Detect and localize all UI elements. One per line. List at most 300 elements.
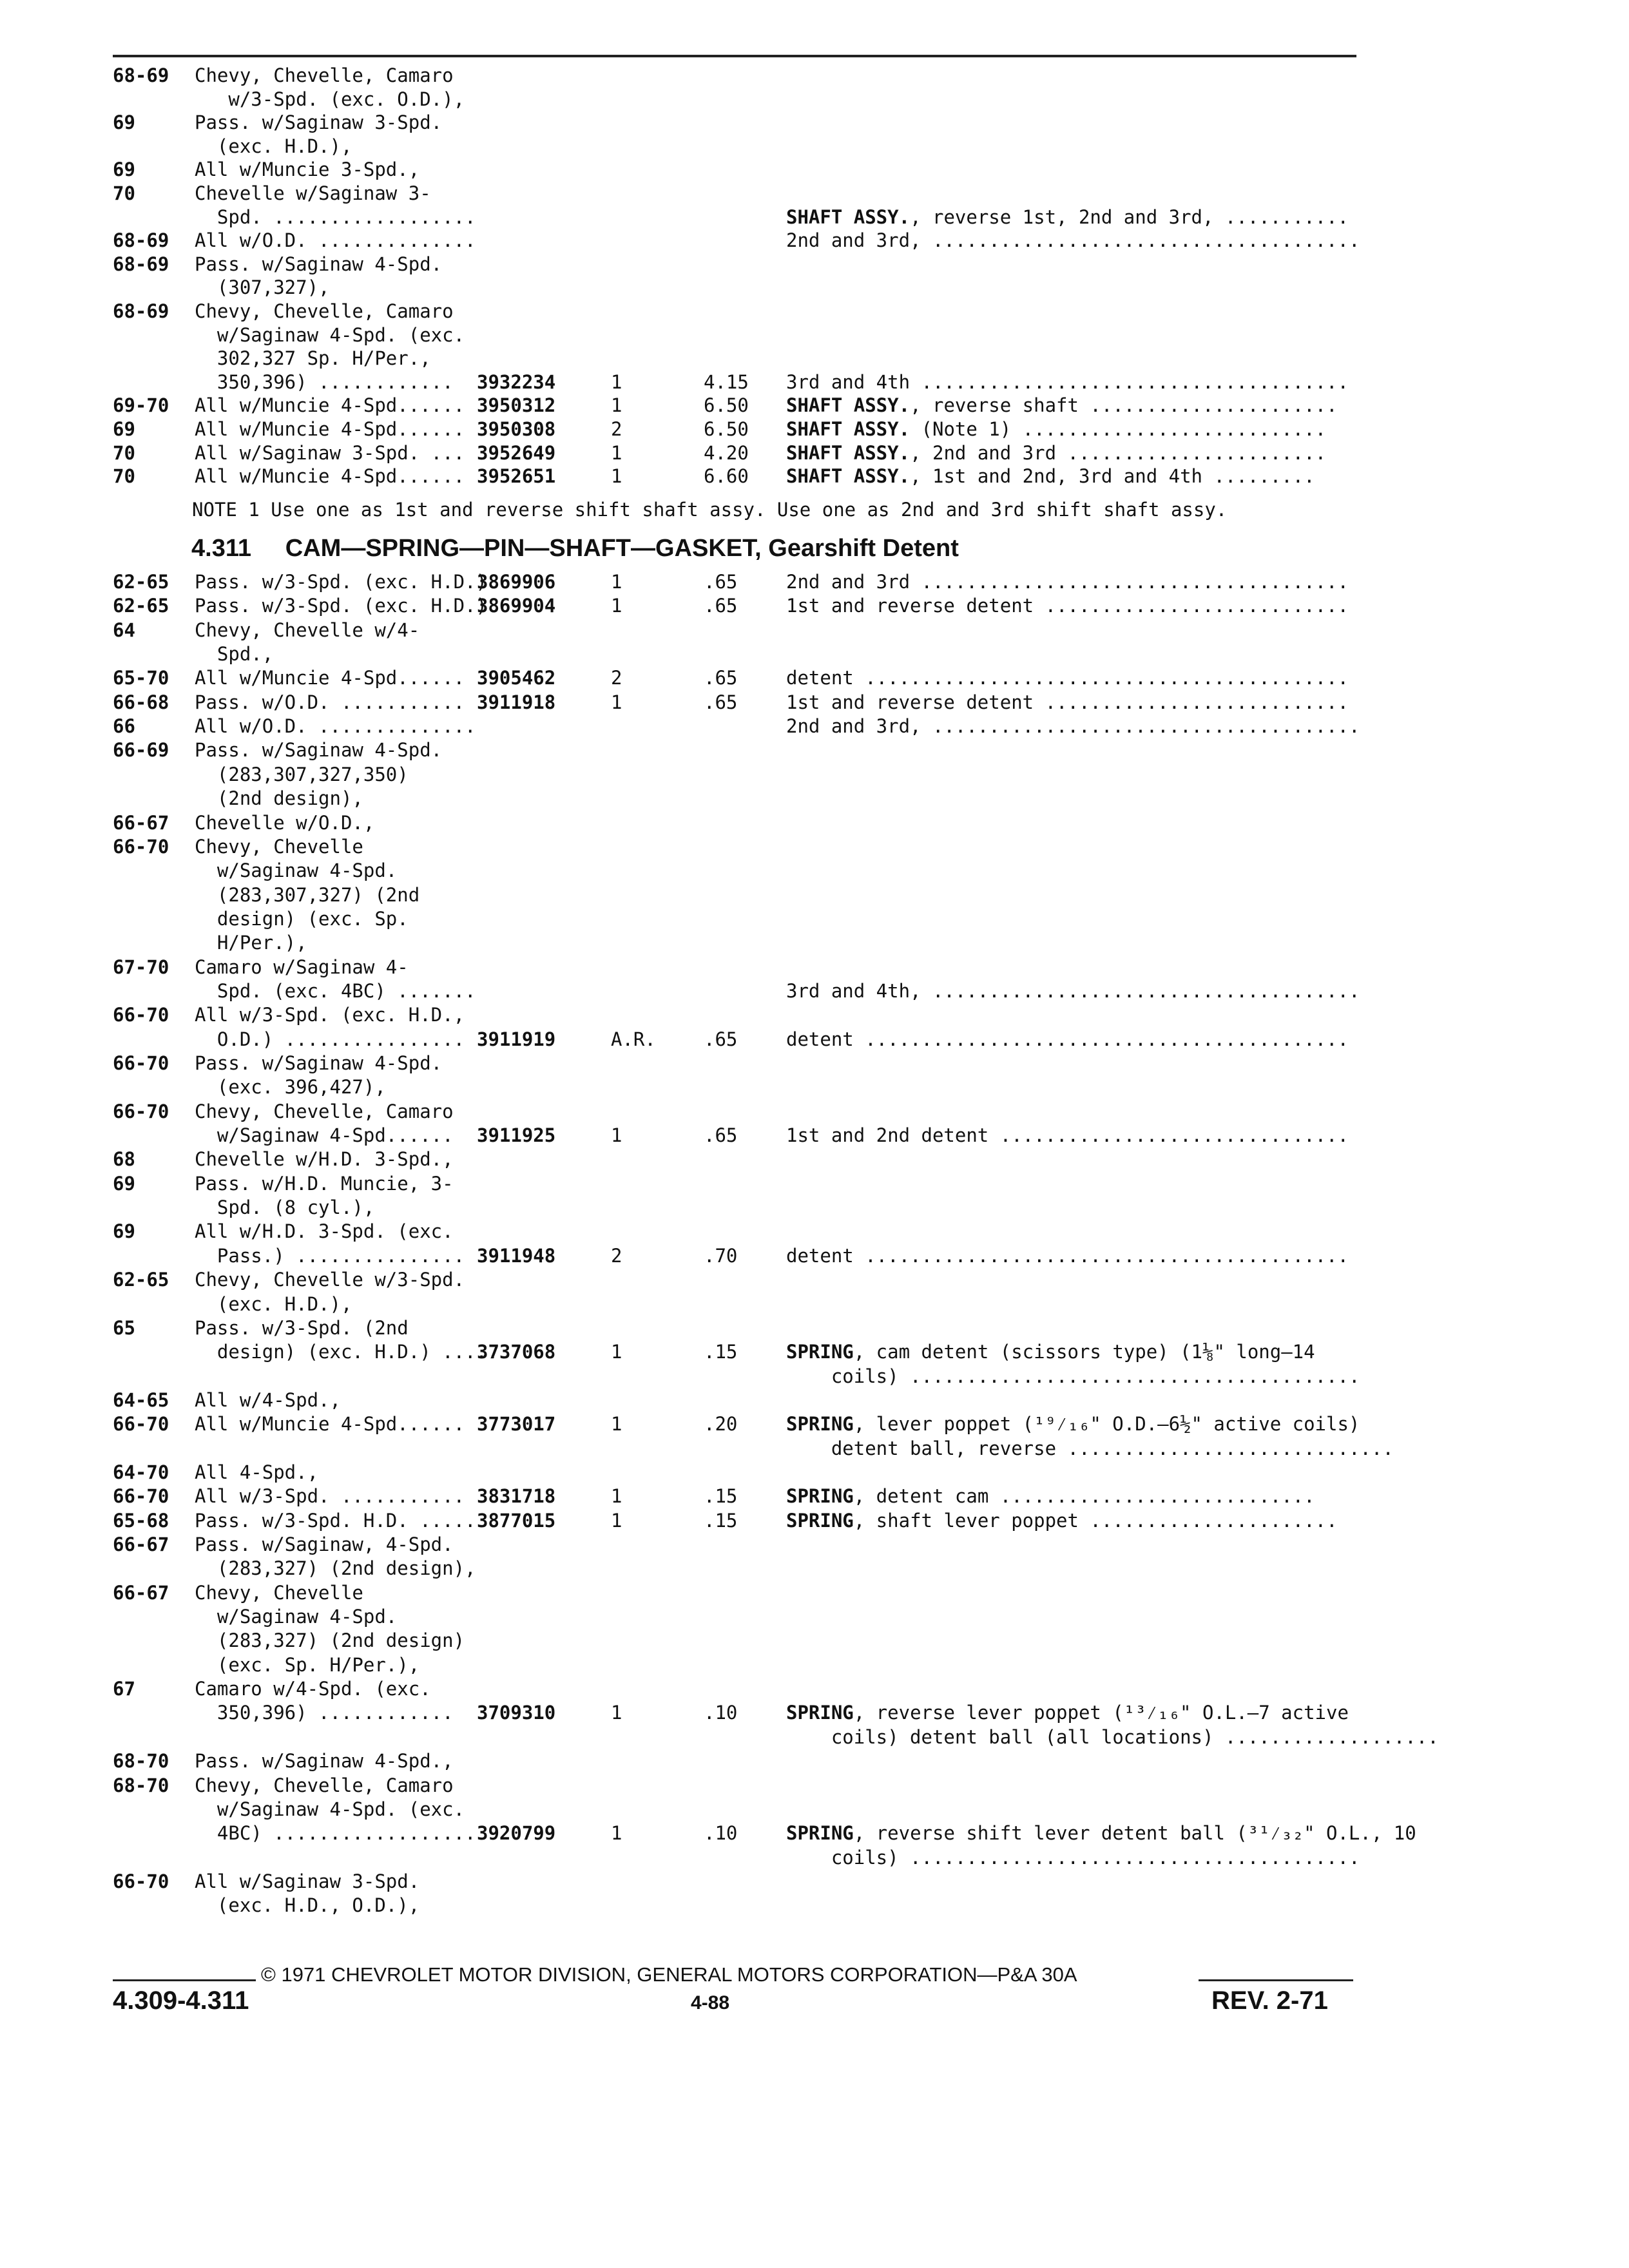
description-text: , shaft lever poppet ......................: [853, 1510, 1338, 1532]
cell-part: 3952651: [477, 465, 556, 487]
cell-qty: 1: [611, 595, 622, 617]
table-row: [0, 275, 1629, 300]
cell-description: [786, 393, 1338, 418]
cell-description: [786, 370, 1349, 394]
cell-description: [786, 570, 1349, 594]
cell-part: 3905462: [477, 667, 556, 689]
cell-year: 64-70: [113, 1461, 169, 1483]
table-row: [0, 157, 1629, 182]
cell-model: All w/Muncie 4-Spd......: [195, 1413, 465, 1435]
cell-price: 6.50: [704, 418, 749, 440]
cell-model: All w/Saginaw 3-Spd.: [195, 1870, 420, 1892]
table-row: [0, 323, 1629, 347]
cell-model: design) (exc. Sp.: [195, 908, 409, 930]
table-row: [0, 1075, 1629, 1099]
note-1: NOTE 1 Use one as 1st and reverse shift shaft assy. Use one as 2nd and 3rd shift shaft assy.: [192, 499, 1228, 521]
cell-year: 66-70: [113, 1004, 169, 1026]
cell-model: All w/O.D. ..............: [195, 229, 476, 251]
table-row: [0, 738, 1629, 762]
cell-year: 66-70: [113, 1413, 169, 1435]
cell-model: Pass. w/Saginaw 4-Spd.: [195, 253, 443, 275]
cell-model: Pass. w/Saginaw 3-Spd.: [195, 111, 443, 133]
description-keyword: SPRING: [786, 1702, 854, 1724]
cell-description: [786, 1845, 1360, 1870]
cell-part: 3773017: [477, 1413, 556, 1435]
table-row: [0, 1219, 1629, 1244]
cell-price: 6.50: [704, 394, 749, 416]
cell-model: All w/3-Spd. (exc. H.D.,: [195, 1004, 465, 1026]
cell-year: 66-70: [113, 1052, 169, 1074]
table-row: [0, 786, 1629, 811]
table-row: [0, 1797, 1629, 1821]
description-text: , detent cam ............................: [853, 1485, 1315, 1507]
description-text: 1st and 2nd detent ...............................: [786, 1124, 1349, 1146]
table-row: [0, 1412, 1629, 1436]
description-text: 2nd and 3rd, ......................................: [786, 229, 1360, 251]
cell-model: (exc. 396,427),: [195, 1076, 386, 1098]
cell-qty: 1: [611, 1510, 622, 1532]
cell-description: [786, 205, 1349, 229]
footer-rule-left: [113, 1979, 256, 1981]
cell-price: .65: [704, 595, 738, 617]
cell-description: [786, 690, 1349, 715]
table-row: [0, 1051, 1629, 1075]
cell-model: O.D.) ................: [195, 1028, 465, 1050]
cell-year: 64-65: [113, 1389, 169, 1411]
cell-part: 3869904: [477, 595, 556, 617]
footer-revision: REV. 2-71: [1211, 1986, 1328, 2015]
description-text: , reverse shift lever detent ball (³¹⁄₃₂" O.L., 10: [853, 1822, 1416, 1844]
cell-model: Pass. w/Saginaw 4-Spd.: [195, 739, 443, 761]
cell-year: 70: [113, 182, 135, 204]
table-row: [0, 1532, 1629, 1557]
cell-model: 350,396) ............: [195, 371, 454, 393]
table-row: [0, 883, 1629, 907]
table-row: [0, 811, 1629, 835]
cell-description: [786, 1821, 1416, 1845]
cell-qty: 1: [611, 1413, 622, 1435]
description-text: detent ball, reverse .............................: [786, 1437, 1394, 1459]
description-text: 2nd and 3rd, ......................................: [786, 715, 1360, 737]
cell-price: .65: [704, 667, 738, 689]
cell-description: [786, 1244, 1349, 1268]
table-row: [0, 63, 1629, 88]
cell-year: 66-70: [113, 1485, 169, 1507]
cell-year: 65-68: [113, 1510, 169, 1532]
cell-year: 69: [113, 418, 135, 440]
cell-price: .65: [704, 571, 738, 593]
cell-description: [786, 464, 1315, 488]
cell-year: 66-70: [113, 1100, 169, 1122]
table-row: [0, 393, 1629, 418]
cell-qty: 1: [611, 1485, 622, 1507]
description-text: 3rd and 4th ......................................: [786, 371, 1349, 393]
cell-model: (exc. Sp. H/Per.),: [195, 1654, 420, 1676]
cell-model: All w/H.D. 3-Spd. (exc.: [195, 1220, 454, 1242]
cell-description: [786, 1436, 1394, 1461]
cell-model: Spd. (exc. 4BC) .......: [195, 980, 476, 1002]
cell-model: Pass. w/3-Spd. (2nd: [195, 1317, 409, 1339]
cell-price: .15: [704, 1341, 738, 1363]
description-text: 3rd and 4th, ......................................: [786, 980, 1360, 1002]
cell-price: .65: [704, 691, 738, 713]
cell-price: .65: [704, 1028, 738, 1050]
cell-year: 68-69: [113, 300, 169, 322]
description-text: coils) ........................................: [786, 1365, 1360, 1387]
table-row: [0, 1027, 1629, 1052]
cell-part: 3911919: [477, 1028, 556, 1050]
cell-model: Chevy, Chevelle, Camaro: [195, 300, 454, 322]
cell-part: 3950312: [477, 394, 556, 416]
table-row: [0, 1821, 1629, 1845]
table-row: [0, 1244, 1629, 1268]
table-row: [0, 834, 1629, 859]
cell-model: w/Saginaw 4-Spd.: [195, 860, 398, 881]
description-text: detent ...........................................: [786, 1028, 1349, 1050]
cell-year: 62-65: [113, 1269, 169, 1291]
table-row: [0, 205, 1629, 229]
cell-model: All 4-Spd.,: [195, 1461, 319, 1483]
cell-part: 3877015: [477, 1510, 556, 1532]
table-row: [0, 642, 1629, 666]
cell-description: [786, 1700, 1349, 1725]
table-row: [0, 1388, 1629, 1412]
cell-description: [786, 1123, 1349, 1148]
cell-description: [786, 593, 1349, 618]
cell-description: [786, 1364, 1360, 1389]
cell-model: Pass. w/Saginaw, 4-Spd.: [195, 1533, 454, 1555]
description-keyword: SHAFT ASSY.: [786, 442, 911, 464]
cell-model: Pass. w/Saginaw 4-Spd.: [195, 1052, 443, 1074]
cell-part: 3869906: [477, 571, 556, 593]
cell-model: (283,307,327) (2nd: [195, 884, 420, 906]
cell-model: Chevelle w/O.D.,: [195, 812, 375, 834]
top-rule: [113, 55, 1356, 57]
table-row: [0, 930, 1629, 955]
table-row: [0, 979, 1629, 1003]
cell-year: 68: [113, 1148, 135, 1170]
cell-year: 68-70: [113, 1774, 169, 1796]
cell-model: (exc. H.D.),: [195, 1293, 352, 1315]
cell-part: 3932234: [477, 371, 556, 393]
footer-section-range: 4.309-4.311: [113, 1986, 249, 2015]
cell-model: Pass. w/Saginaw 4-Spd.,: [195, 1750, 454, 1772]
cell-part: 3950308: [477, 418, 556, 440]
cell-price: 4.15: [704, 371, 749, 393]
cell-qty: 2: [611, 418, 622, 440]
table-row: [0, 1653, 1629, 1677]
cell-year: 69: [113, 159, 135, 180]
description-text: detent ...........................................: [786, 1245, 1349, 1267]
cell-model: w/Saginaw 4-Spd......: [195, 1124, 454, 1146]
cell-year: 68-69: [113, 64, 169, 86]
cell-year: 62-65: [113, 571, 169, 593]
description-text: detent ...........................................: [786, 667, 1349, 689]
cell-model: Pass. w/O.D. ...........: [195, 691, 465, 713]
cell-qty: 2: [611, 1245, 622, 1267]
cell-model: All w/Saginaw 3-Spd. ...: [195, 442, 465, 464]
table-row: [0, 762, 1629, 787]
description-keyword: SPRING: [786, 1485, 854, 1507]
cell-model: Pass.) ...............: [195, 1245, 465, 1267]
cell-description: [786, 714, 1360, 738]
cell-description: [786, 1484, 1315, 1508]
cell-model: Chevy, Chevelle w/3-Spd.: [195, 1269, 465, 1291]
table-row: [0, 1099, 1629, 1124]
description-keyword: SHAFT ASSY.: [786, 418, 911, 440]
table-row: [0, 1436, 1629, 1461]
cell-year: 66: [113, 715, 135, 737]
cell-description: [786, 1508, 1338, 1533]
table-row: [0, 1604, 1629, 1629]
cell-description: [786, 1412, 1360, 1436]
table-row: [0, 1195, 1629, 1220]
table-row: [0, 1677, 1629, 1701]
cell-part: 3709310: [477, 1702, 556, 1724]
cell-price: 6.60: [704, 465, 749, 487]
table-row: [0, 441, 1629, 465]
cell-qty: 1: [611, 1124, 622, 1146]
table-row: [0, 618, 1629, 642]
table-row: [0, 1869, 1629, 1894]
cell-year: 69: [113, 111, 135, 133]
table-row: [0, 1556, 1629, 1581]
cell-model: Pass. w/H.D. Muncie, 3-: [195, 1173, 454, 1195]
table-row: [0, 1845, 1629, 1870]
cell-model: Spd.,: [195, 643, 274, 665]
cell-year: 66-67: [113, 812, 169, 834]
cell-year: 69: [113, 1173, 135, 1195]
description-text: 1st and reverse detent ...........................: [786, 595, 1349, 617]
description-keyword: SHAFT ASSY.: [786, 394, 911, 416]
cell-year: 66-67: [113, 1533, 169, 1555]
cell-year: 69: [113, 1220, 135, 1242]
table-row: [0, 593, 1629, 618]
cell-year: 62-65: [113, 595, 169, 617]
cell-qty: 1: [611, 371, 622, 393]
cell-model: All w/4-Spd.,: [195, 1389, 341, 1411]
table-row: [0, 858, 1629, 883]
table-row: [0, 417, 1629, 441]
cell-year: 66-69: [113, 739, 169, 761]
cell-part: 3911918: [477, 691, 556, 713]
cell-model: All w/Muncie 4-Spd......: [195, 394, 465, 416]
cell-description: [786, 228, 1360, 253]
table-row: [0, 299, 1629, 323]
table-row: [0, 1292, 1629, 1316]
cell-qty: 1: [611, 571, 622, 593]
description-keyword: SPRING: [786, 1510, 854, 1532]
cell-model: (exc. H.D.),: [195, 135, 352, 157]
cell-model: 302,327 Sp. H/Per.,: [195, 347, 431, 369]
cell-part: 3952649: [477, 442, 556, 464]
cell-description: [786, 441, 1326, 465]
section-heading: 4.311 CAM—SPRING—PIN—SHAFT—GASKET, Gearshift Detent: [191, 535, 959, 562]
table-row: [0, 570, 1629, 594]
description-text: , 1st and 2nd, 3rd and 4th .........: [910, 465, 1315, 487]
table-row: [0, 1147, 1629, 1171]
cell-model: All w/3-Spd. ...........: [195, 1485, 465, 1507]
description-text: , reverse 1st, 2nd and 3rd, ...........: [910, 206, 1349, 228]
cell-year: 68-70: [113, 1750, 169, 1772]
cell-year: 70: [113, 442, 135, 464]
cell-year: 65-70: [113, 667, 169, 689]
table-row: [0, 134, 1629, 159]
cell-description: [786, 417, 1326, 441]
cell-qty: A.R.: [611, 1028, 656, 1050]
description-keyword: SPRING: [786, 1822, 854, 1844]
cell-year: 66-70: [113, 836, 169, 858]
cell-model: design) (exc. H.D.) .....: [195, 1341, 499, 1363]
table-row: [0, 1508, 1629, 1533]
description-text: , lever poppet (¹⁹⁄₁₆" O.D.—6½" active coils): [853, 1413, 1360, 1435]
description-keyword: SHAFT ASSY.: [786, 206, 911, 228]
description-text: , 2nd and 3rd .......................: [910, 442, 1327, 464]
cell-year: 68-69: [113, 229, 169, 251]
table-row: [0, 955, 1629, 979]
cell-model: (307,327),: [195, 276, 330, 298]
table-row: [0, 1484, 1629, 1508]
table-row: [0, 1773, 1629, 1798]
description-keyword: SHAFT ASSY.: [786, 465, 911, 487]
table-row: [0, 1003, 1629, 1027]
table-row: [0, 464, 1629, 488]
cell-model: Chevy, Chevelle w/4-: [195, 619, 420, 641]
cell-description: [786, 1340, 1315, 1364]
cell-model: Chevy, Chevelle: [195, 1582, 363, 1604]
cell-model: (283,327) (2nd design): [195, 1629, 465, 1651]
table-row: [0, 1749, 1629, 1773]
cell-year: 67: [113, 1678, 135, 1700]
cell-qty: 1: [611, 442, 622, 464]
table-row: [0, 181, 1629, 206]
table-row: [0, 1340, 1629, 1364]
cell-price: .15: [704, 1510, 738, 1532]
table-row: [0, 1628, 1629, 1653]
cell-model: Pass. w/3-Spd. H.D. .....: [195, 1510, 476, 1532]
cell-year: 68-69: [113, 253, 169, 275]
cell-part: 3737068: [477, 1341, 556, 1363]
table-row: [0, 1460, 1629, 1485]
cell-qty: 1: [611, 1341, 622, 1363]
cell-description: [786, 1725, 1439, 1749]
cell-model: (283,327) (2nd design),: [195, 1557, 476, 1579]
cell-model: (2nd design),: [195, 787, 363, 809]
cell-price: .65: [704, 1124, 738, 1146]
cell-qty: 2: [611, 667, 622, 689]
cell-model: w/Saginaw 4-Spd. (exc.: [195, 324, 465, 346]
table-row: [0, 1171, 1629, 1196]
table-row: [0, 346, 1629, 370]
cell-qty: 1: [611, 1822, 622, 1844]
cell-model: (exc. H.D., O.D.),: [195, 1894, 420, 1916]
table-row: [0, 1581, 1629, 1605]
cell-model: (283,307,327,350): [195, 764, 409, 785]
cell-model: All w/O.D. ..............: [195, 715, 476, 737]
description-text: 1st and reverse detent ...........................: [786, 691, 1349, 713]
description-text: , cam detent (scissors type) (1⅛" long—14: [853, 1341, 1315, 1363]
table-row: [0, 87, 1629, 111]
cell-part: 3911925: [477, 1124, 556, 1146]
cell-price: .10: [704, 1822, 738, 1844]
cell-year: 67-70: [113, 956, 169, 978]
description-text: 2nd and 3rd ......................................: [786, 571, 1349, 593]
cell-year: 70: [113, 465, 135, 487]
table-row: [0, 907, 1629, 931]
cell-year: 65: [113, 1317, 135, 1339]
table-row: [0, 1725, 1629, 1749]
cell-price: .70: [704, 1245, 738, 1267]
cell-price: .15: [704, 1485, 738, 1507]
cell-qty: 1: [611, 1702, 622, 1724]
cell-qty: 1: [611, 465, 622, 487]
table-row: [0, 1364, 1629, 1389]
table-row: [0, 1700, 1629, 1725]
cell-description: [786, 979, 1360, 1003]
cell-model: 4BC) ..................: [195, 1822, 476, 1844]
cell-part: 3831718: [477, 1485, 556, 1507]
cell-qty: 1: [611, 394, 622, 416]
cell-model: All w/Muncie 3-Spd.,: [195, 159, 420, 180]
cell-model: Chevy, Chevelle, Camaro: [195, 64, 454, 86]
description-text: coils) ........................................: [786, 1847, 1360, 1869]
cell-year: 64: [113, 619, 135, 641]
cell-part: 3920799: [477, 1822, 556, 1844]
cell-year: 66-67: [113, 1582, 169, 1604]
cell-price: 4.20: [704, 442, 749, 464]
cell-price: .10: [704, 1702, 738, 1724]
cell-year: 66-70: [113, 1870, 169, 1892]
description-text: (Note 1) ...........................: [910, 418, 1327, 440]
description-text: coils) detent ball (all locations) ...................: [786, 1726, 1439, 1748]
cell-model: Spd. (8 cyl.),: [195, 1196, 375, 1218]
cell-model: All w/Muncie 4-Spd......: [195, 465, 465, 487]
cell-description: [786, 1027, 1349, 1052]
cell-model: Pass. w/3-Spd. (exc. H.D.): [195, 571, 487, 593]
table-row: [0, 714, 1629, 738]
cell-model: Camaro w/Saginaw 4-: [195, 956, 409, 978]
cell-model: All w/Muncie 4-Spd......: [195, 418, 465, 440]
description-text: , reverse lever poppet (¹³⁄₁₆" O.L.—7 active: [853, 1702, 1349, 1724]
cell-model: Chevelle w/Saginaw 3-: [195, 182, 431, 204]
cell-model: w/Saginaw 4-Spd. (exc.: [195, 1798, 465, 1820]
cell-model: H/Per.),: [195, 932, 307, 954]
footer-page-number: 4-88: [691, 1992, 730, 2013]
cell-model: Chevy, Chevelle, Camaro: [195, 1774, 454, 1796]
cell-model: Chevelle w/H.D. 3-Spd.,: [195, 1148, 454, 1170]
cell-year: 66-68: [113, 691, 169, 713]
cell-model: Chevy, Chevelle, Camaro: [195, 1100, 454, 1122]
table-row: [0, 110, 1629, 135]
cell-model: Spd. ..................: [195, 206, 476, 228]
table-row: [0, 370, 1629, 394]
cell-model: w/3-Spd. (exc. O.D.),: [195, 88, 465, 110]
description-keyword: SPRING: [786, 1413, 854, 1435]
footer-rule-right: [1199, 1979, 1353, 1981]
table-row: [0, 1123, 1629, 1148]
description-text: , reverse shaft ......................: [910, 394, 1338, 416]
cell-model: All w/Muncie 4-Spd......: [195, 667, 465, 689]
cell-model: 350,396) ............: [195, 1702, 454, 1724]
cell-year: 69-70: [113, 394, 169, 416]
cell-qty: 1: [611, 691, 622, 713]
table-row: [0, 690, 1629, 715]
cell-model: Camaro w/4-Spd. (exc.: [195, 1678, 431, 1700]
description-keyword: SPRING: [786, 1341, 854, 1363]
table-row: [0, 1893, 1629, 1917]
table-row: [0, 1267, 1629, 1292]
cell-model: Pass. w/3-Spd. (exc. H.D.): [195, 595, 487, 617]
